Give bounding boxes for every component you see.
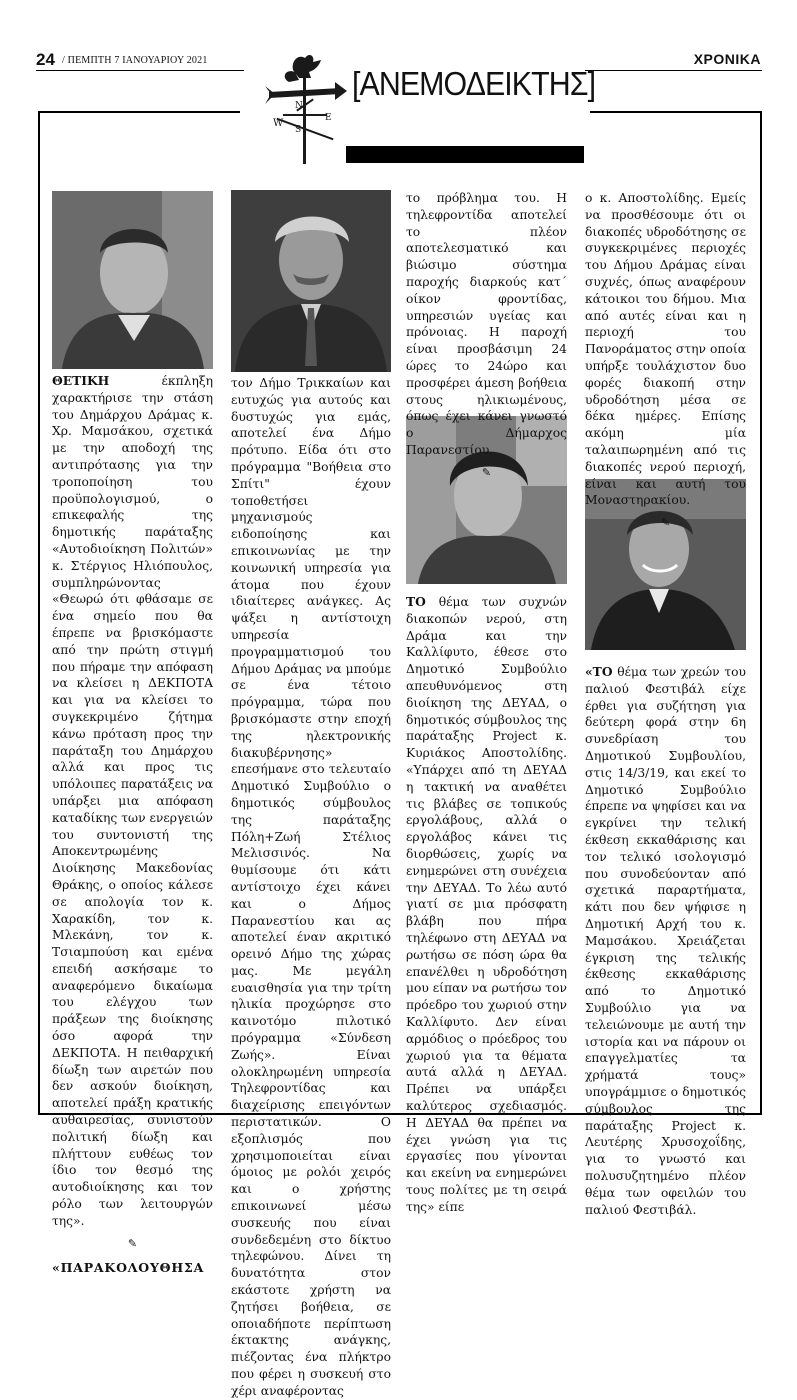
article-column-4-top (585, 190, 746, 540)
article-text: θέμα των χρεών του παλιού Φεστιβάλ είχε έρθει για συζήτηση για δεύτερη φορά στην 6η συνεδρίαση του Δημοτικού Συμβουλίου, στις 14/3/19, και εκεί το Δημοτικό Συμβούλιο έπρεπε να ψηφίσει και να εγκρίνει την τελική έκθεση εκκαθάρισης και τον τελικό ισολογισμό που συνοδεύονταν από σχετικά παραρτήματα, κάτι που δεν ψήφισε η Δημοτική Αρχή του κ. Μαμσάκου. Χρειάζεται έγκριση της τελικής έκθεσης εκκαθάρισης από το Δημοτικό Συμβούλιο για να τελειώνουμε με αυτή την ιστορία και να πάρουν οι επαγγελματίες τα χρήματά τους» υπογράμμισε ο δημοτικός σύμβουλος της παράταξης Project κ. Λευτέρης Χρυσοχοΐδης, για το γνωστό και πολυσυζητημένο πλέον θέμα των οφειλών του παλιού Φεστιβάλ. (585, 665, 746, 1217)
section-name: ΧΡΟΝΙΚΑ (693, 51, 761, 67)
lead-word: ΤΟ (406, 594, 426, 609)
article-column-4-bottom (585, 664, 746, 1218)
header-rule-left (36, 70, 244, 71)
article-text: έκπληξη χαρακτήρισε την στάση του Δημάρχου Δράμας κ. Χρ. Μαμσάκου, σχετικά με την αποδοχή της αντιπρότασης για την τροποποίηση του προϋπολογισμού, ο επικεφαλής της δημοτικής παράταξης «Αυτοδιοίκηση Πολιτών» κ. Στέργιος Ηλιόπουλος, συμπληρώνοντας «Θεωρώ ότι φθάσαμε σε ένα σημείο που θα έπρεπε να βρισκόμαστε από την πρώτη στιγμή που πήραμε την απόφαση να κλείσει η ΔΕΚΠΟΤΑ και για να κλείσει το συγκεκριμένο ζήτημα κάνω πρόταση προς την παράταξη του Δημάρχου αλλά και προς τις υπόλοιπες παρατάξεις να υπάρξει μια απόφαση καταδίκης των ενεργειών του συντονιστή της Αποκεντρωμένης Διοίκησης Μακεδονίας Θράκης, ο οποίος κάλεσε σε απολογία τον κ. Χαρακίδη, τον κ. Μλεκάνη, τον κ. Τσιαμπούση και εμένα επειδή ασκήσαμε το αναφερόμενο δικαίωμα του ελέγχου των πράξεων της διοίκησης όσο αφορά την ΔΕΚΠΟΤΑ. Η πειθαρχική δίωξη των αιρετών που δεν ασκούν διοίκηση, αποτελεί πράξη κρατικής αυθαιρεσίας, συνιστούν πολιτική δίωξη και πλήττουν ευθέως τον ίδιο τον θεσμό της αυτοδιοίκησης και τον ρόλο των λειτουργών της». (52, 374, 213, 1228)
separator-icon: ✎ (660, 516, 671, 530)
article-water-cuts-end: ο κ. Αποστολίδης. Εμείς να προσθέσουμε ότι οι διακοπές υδροδότησης σε συγκεκριμένες περιοχές του Δήμου Δράμας είναι συχνές, όπως αναφέρουν κάτοικοι του δήμου. Μια από αυτές είναι και η περιοχή του Πανοράματος στην οποία υπήρξε τουλάχιστον δυο φορές διακοπή στην υδροδότηση μέσα σε δέκα ημέρες. Επίσης ακόμη μία ταλαιπωρημένη από τις διακοπές νερού περιοχή, είναι και αυτή του Μοναστηρακίου. (585, 191, 746, 508)
article-text: θέμα των συχνών διακοπών νερού, στη Δράμα και την Καλλίφυτο, έθεσε στο Δημοτικό Συμβούλιο απευθυνόμενος στη διοίκηση της ΔΕΥΑΔ, ο δημοτικός σύμβουλος της παράταξης Project κ. Κυριάκος Αποστολίδης. «Υπάρχει από τη ΔΕΥΑΔ η τακτική να αναθέτει τις βλάβες σε τοπικούς εργολάβους, αλλά ο εργολάβος κάνει τις διορθώσεις, χωρίς να ενημερώνει στη συνέχεια την ΔΕΥΑΔ. Το λέω αυτό γιατί σε μια πρόσφατη βλάβη που πήρα τηλέφωνο στη ΔΕΥΑΔ να ρωτήσω σε πόση ώρα θα επανέλθει η υδροδότηση μου είπαν να ρωτήσω τον πρόεδρο του χωριού στην Καλλίφυτο. Δεν είναι αρμόδιος ο πρόεδρος του χωριού για τα θέματα αυτά αλλά η ΔΕΥΑΔ. Πρέπει να υπάρξει καλύτερος σχεδιασμός. Η ΔΕΥΑΔ θα πρέπει να έχει γνώση για τις εργασίες που γίνονται και εκείνη να ενημερώνει τους πολίτες με τη σειρά της» είπε (406, 595, 567, 1214)
separator-icon: ✎ (127, 1236, 138, 1250)
separator-icon: ✎ (481, 465, 492, 479)
lead-word: «ΤΟ (585, 664, 613, 679)
title-bar (346, 146, 584, 163)
article-column-3-top (406, 190, 567, 490)
svg-text:N: N (295, 101, 303, 111)
column-title: [ΑΝΕΜΟΔΕΙΚΤΗΣ] (352, 65, 596, 102)
article-column-1 (52, 373, 213, 1277)
header-rule-right (585, 70, 762, 71)
photo-melissinos (231, 190, 391, 372)
article-column-3-bottom (406, 594, 567, 1215)
photo-iliopoulos (52, 191, 213, 369)
continuation-lead: «ΠΑΡΑΚΟΛΟΥΘΗΣΑ (52, 1260, 205, 1276)
article-melissinos: τον Δήμο Τρικκαίων και ευτυχώς για αυτούς και δυστυχώς για εμάς, αποτελεί ένα Δήμο πρότυπο. Είδα ότι στο πρόγραμμα "Βοήθεια στο Σπίτι" έχουν τοποθετήσει μηχανισμούς ειδοποίησης και επικοινωνίας με την κοινωνική υπηρεσία για άτομα που έχουν ιδιαίτερες ανάγκες. Ας ψάξει η αντίστοιχη υπηρεσία προγραμματισμού του Δήμου Δράμας να μπούμε σε ένα τέτοιο πρόγραμμα, τώρα που βρισκόμαστε στην εποχή της ηλεκτρονικής διακυβέρνησης» επεσήμανε στο τελευταίο Δημοτικό Συμβούλιο ο δημοτικός σύμβουλος της παράταξης Πόλη+Ζωή Στέλιος Μελισσινός. Να θυμίσουμε ότι κάτι αντίστοιχο έχει κάνει και ο Δήμος Παρανεστίου και ας αποτελεί έναν ακριτικό ορεινό Δήμο της χώρας μας. Με μεγάλη ευαισθησία για την τρίτη ηλικία προχώρησε στο καινοτόμο πιλοτικό πρόγραμμα «Σύνδεση Ζωής». Είναι ολοκληρωμένη υπηρεσία Τηλεφροντίδας και διαχείρισης επειγόντων περιστατικών. Ο εξοπλισμός που χρησιμοποιείται είναι όμοιος με ρολόι χειρός και ο χρήστης επικοινωνεί μέσω συσκευής που είναι συνδεδεμένη στο δίκτυο τηλεφώνου. Δίνει τη δυνατότητα στον εκάστοτε χρήστη να ζητήσει βοήθεια, σε οποιαδήποτε περίπτωση έκτακτης ανάγκης, πιέζοντας ένα πλήκτρο που φέρει η συσκευή στο χέρι αναφέροντας (231, 376, 391, 1398)
svg-text:S: S (295, 125, 302, 135)
article-festival-debts (585, 664, 746, 1218)
issue-date: / ΠΕΜΠΤΗ 7 ΙΑΝΟΥΑΡΙΟΥ 2021 (62, 55, 208, 66)
article-column-2 (231, 375, 391, 1400)
article-telecare-end: το πρόβλημα του. Η τηλεφροντίδα αποτελεί το πλέον αποτελεσματικό και βιώσιμο σύστημα παροχής διαρκούς κατ΄ οίκον φροντίδας, υπηρεσιών υγείας και πρόνοιας. Η παροχή είναι προσβάσιμη 24 ώρες το 24ώρο και προσφέρει άμεση βοήθεια στους ηλικιωμένους, όπως έχει κάνει γνωστό ο Δήμαρχος Παρανεστίου. (406, 191, 567, 457)
article-water-cuts (406, 594, 567, 1215)
svg-text:W: W (273, 118, 284, 129)
article-iliopoulos (52, 373, 213, 1230)
page-number: 24 (36, 50, 55, 69)
lead-word: ΘΕΤΙΚΗ (52, 373, 110, 388)
svg-text:E: E (325, 113, 332, 123)
weather-vane-icon (255, 48, 355, 166)
